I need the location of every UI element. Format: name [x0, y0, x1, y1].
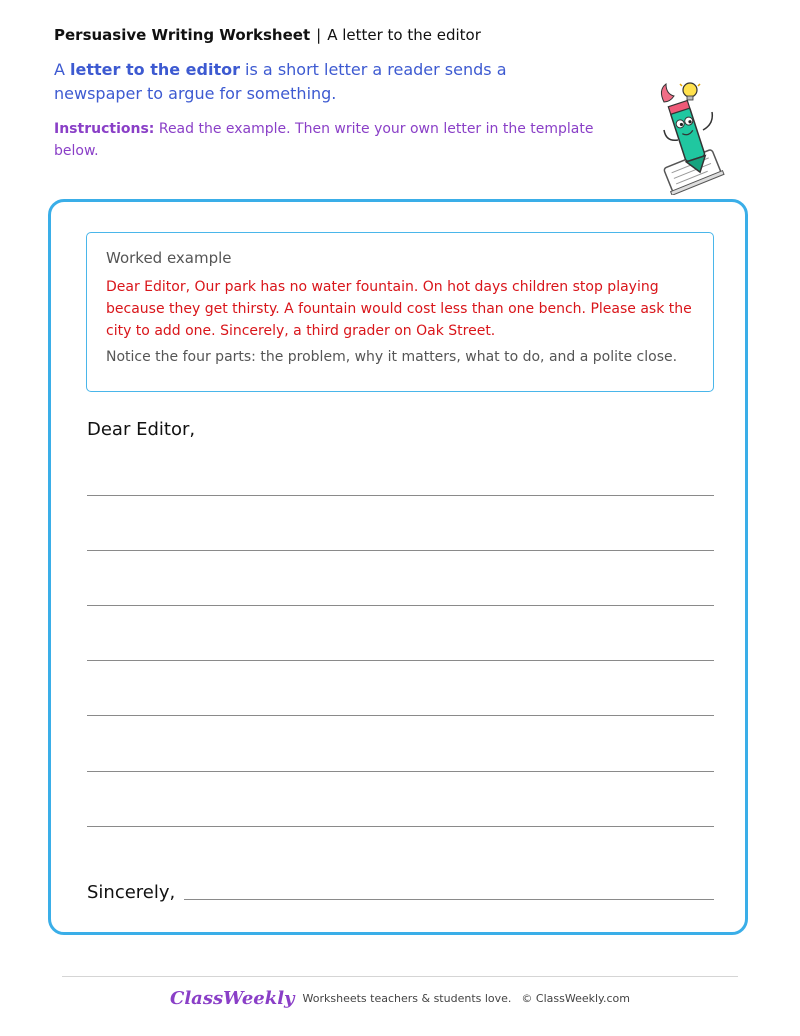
footer-divider [62, 976, 738, 977]
instructions-body: Read the example. Then write your own letter in the template below. [54, 121, 594, 159]
writing-line[interactable] [87, 715, 714, 716]
crayon-mascot-icon [648, 80, 738, 195]
worked-example-note: Notice the four parts: the problem, why it matters, what to do, and a polite close. [106, 349, 678, 365]
instructions-label: Instructions: [54, 121, 155, 137]
footer-copyright: © ClassWeekly.com [521, 992, 630, 1005]
signature-line[interactable] [184, 899, 714, 900]
page-footer [0, 988, 800, 1009]
classweekly-logo: ClassWeekly [170, 988, 295, 1009]
definition-rest: is a short letter a reader sends a newspaper to argue for something. [54, 60, 507, 103]
writing-line[interactable] [87, 826, 714, 827]
header-separator: | [316, 26, 322, 44]
worked-example-title: Worked example [106, 249, 232, 267]
worked-example-box [86, 232, 714, 392]
worksheet-header [54, 26, 481, 44]
writing-line[interactable] [87, 605, 714, 606]
letter-closing: Sincerely, [87, 882, 176, 903]
definition-prefix: A [54, 60, 71, 79]
worksheet-title: Persuasive Writing Worksheet [54, 26, 311, 44]
definition-keyword: letter to the editor [70, 60, 240, 79]
writing-line[interactable] [87, 660, 714, 661]
footer-tagline: Worksheets teachers & students love. [302, 992, 512, 1005]
writing-line[interactable] [87, 550, 714, 551]
writing-line[interactable] [87, 771, 714, 772]
letter-salutation: Dear Editor, [87, 419, 196, 440]
worksheet-subtitle: A letter to the editor [327, 26, 481, 44]
worked-example-letter: Dear Editor, Our park has no water fountain. On hot days children stop playing because they get thirsty. A fountain would cost less than one bench. Please ask the city to add one. Sincerely, a third grader on Oak Street. [106, 279, 692, 339]
writing-line[interactable] [87, 495, 714, 496]
instructions-text [54, 118, 594, 162]
definition-text [54, 58, 594, 106]
